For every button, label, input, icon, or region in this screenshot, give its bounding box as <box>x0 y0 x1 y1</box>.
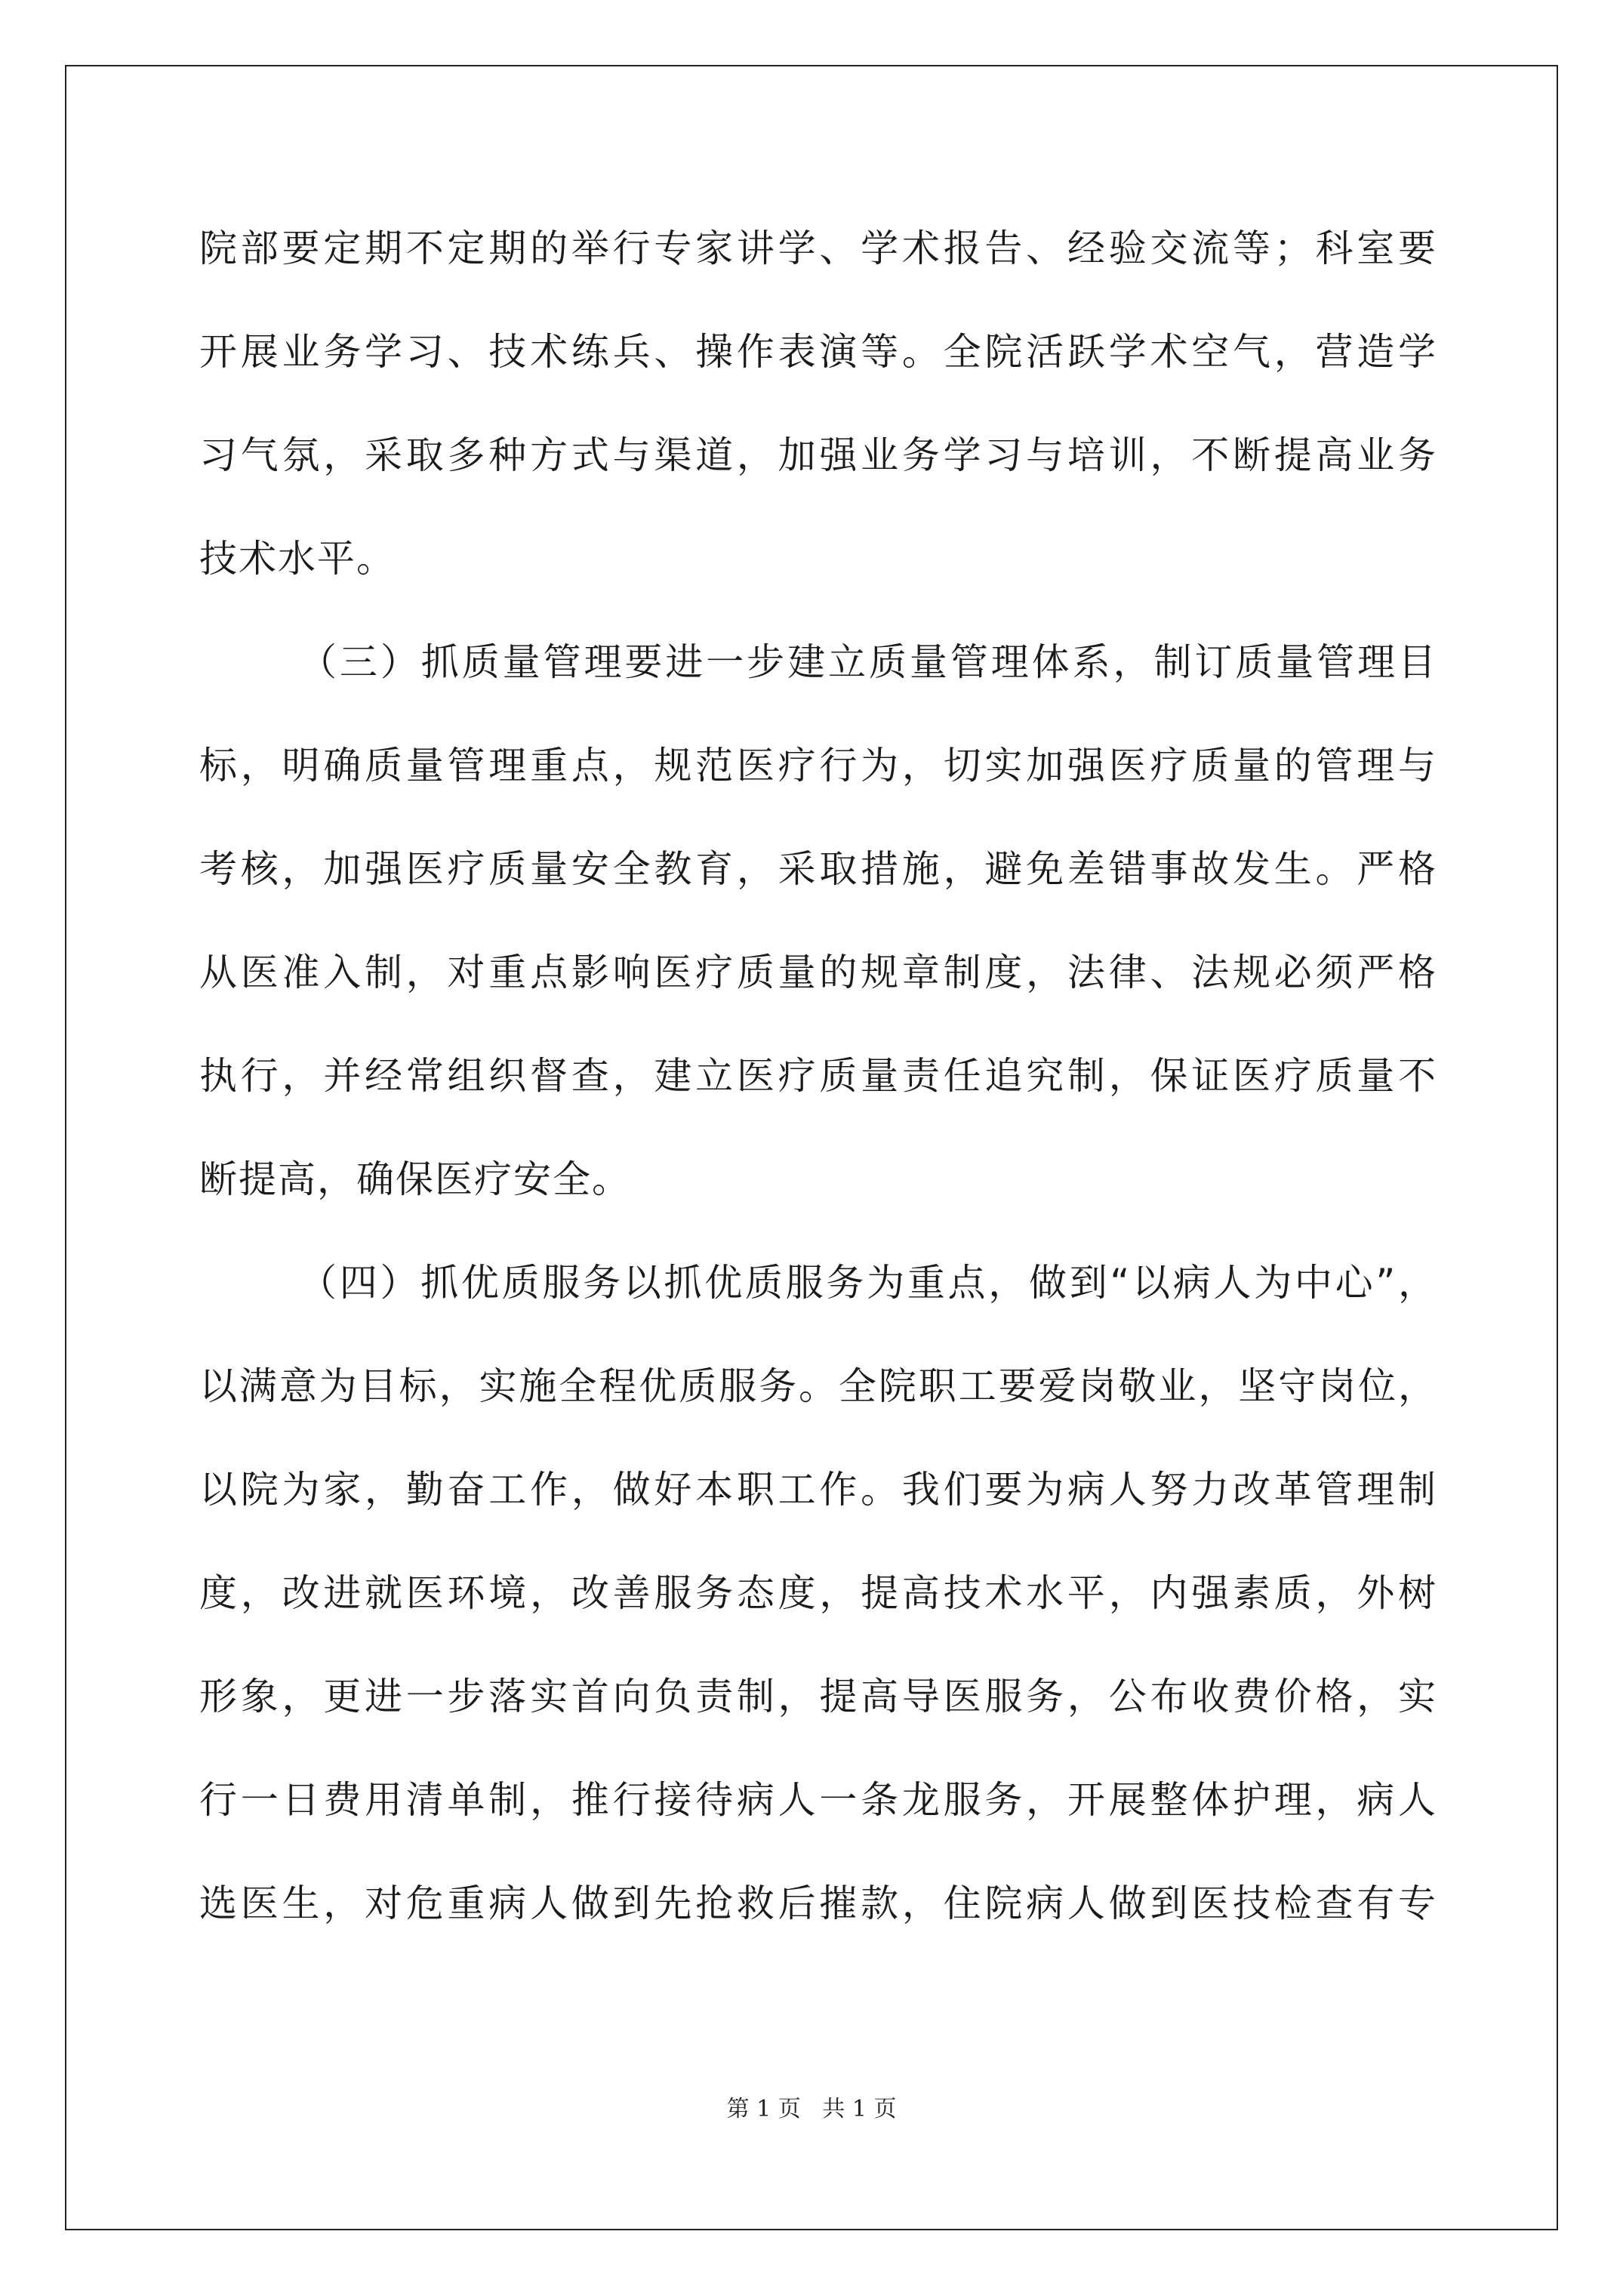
text-line: 考核，加强医疗质量安全教育，采取措施，避免差错事故发生。严格 <box>199 847 1437 891</box>
text-line: 行一日费用清单制，推行接待病人一条龙服务，开展整体护理，病人 <box>199 1778 1437 1822</box>
text-line: 技术水平。 <box>199 537 396 581</box>
page-footer <box>0 2090 1623 2123</box>
text-line: 断提高，确保医疗安全。 <box>199 1157 631 1201</box>
text-line: 标，明确质量管理重点，规范医疗行为，切实加强医疗质量的管理与 <box>199 744 1437 787</box>
text-line: 从医准入制，对重点影响医疗质量的规章制度，法律、法规必须严格 <box>199 951 1437 994</box>
text-line: 开展业务学习、技术练兵、操作表演等。全院活跃学术空气，营造学 <box>199 330 1437 374</box>
page-number: 第 1 页 共 1 页 <box>726 2096 897 2122</box>
text-line: 形象，更进一步落实首向负责制，提高导医服务，公布收费价格，实 <box>199 1675 1437 1718</box>
text-line: 习气氛，采取多种方式与渠道，加强业务学习与培训，不断提高业务 <box>199 433 1437 477</box>
text-line: （三）抓质量管理要进一步建立质量管理体系，制订质量管理目 <box>299 640 1437 684</box>
text-line: 院部要定期不定期的举行专家讲学、学术报告、经验交流等；科室要 <box>199 227 1437 270</box>
text-line: 选医生，对危重病人做到先抢救后摧款，住院病人做到医技检查有专 <box>199 1881 1437 1925</box>
text-line: 以满意为目标，实施全程优质服务。全院职工要爱岗敬业，坚守岗位， <box>199 1364 1437 1408</box>
document-body <box>199 214 1437 1972</box>
text-line: （四）抓优质服务以抓优质服务为重点，做到“以病人为中心”， <box>299 1261 1437 1305</box>
text-line: 以院为家，勤奋工作，做好本职工作。我们要为病人努力改革管理制 <box>199 1468 1437 1512</box>
text-line: 执行，并经常组织督查，建立医疗质量责任追究制，保证医疗质量不 <box>199 1054 1437 1098</box>
text-line: 度，改进就医环境，改善服务态度，提高技术水平，内强素质，外树 <box>199 1571 1437 1615</box>
